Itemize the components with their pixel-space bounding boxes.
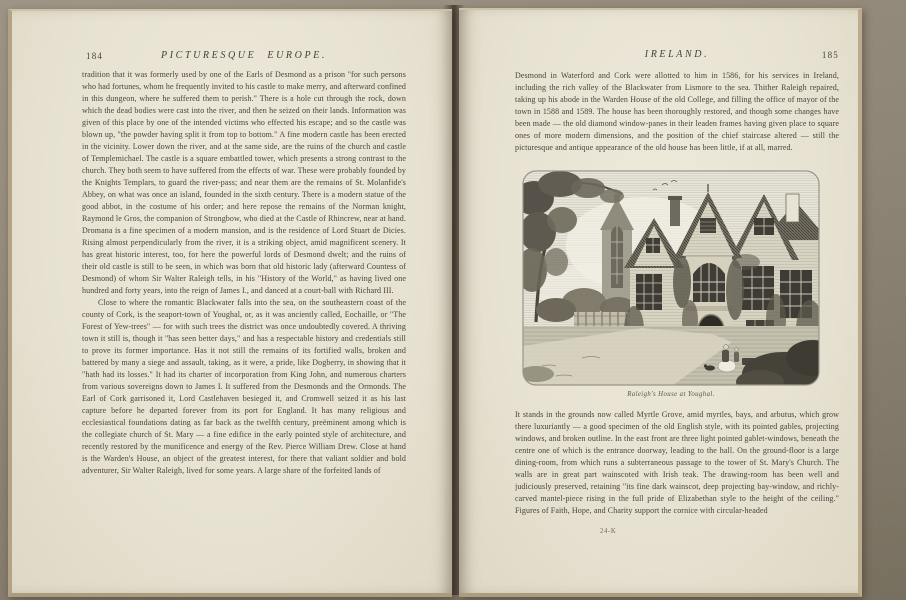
body-text-left [82,69,406,533]
raleighs-house-engraving [522,170,820,386]
body-text-bottom-right [515,409,839,529]
running-header-right: IRELAND. [644,49,710,60]
right-page [459,8,862,597]
figure-caption: Raleigh's House at Youghal. [627,391,715,398]
signature-mark: 24-K [600,528,617,535]
running-header-left: PICTURESQUE EUROPE. [161,50,327,61]
page-number-left: 184 [86,51,104,61]
left-page [8,9,452,597]
body-text-top-right [515,70,839,172]
paragraph: Desmond in Waterford and Cork were allotted to him in 1586, for his services in Ireland, including the rich valley of the Blackwater from Lismore to the sea. Thither Raleigh repaired, taking up his abode in the Warden House of the old College, and filling the office of mayor of the town in 1588 and 1589. The house has been thoroughly restored, and though some changes have been made — the old diamond window-panes in their leaden frames having given place to square ones of more modern dimensions, and the position of the chief staircase altered — still the picturesque and antique appearance of the old house has been little, if at all, marred. [515,71,839,152]
page-number-right: 185 [821,50,839,60]
engraving-figure [521,170,821,398]
paragraph: Close to where the romantic Blackwater falls into the sea, on the southeastern coast of the county of Cork, is the seaport-town of Youghal, or, as it was anciently called, Eochaille, or "The Forest of Yew-trees" — for with such trees the district was once undoubtedly covered. A thriving town it still is, though it "has seen better days," and has a respectable history and credentials still to prove its former importance. Has it not still the remains of its fortified walls, broken and battered by many a siege and assault, taking, as it were, a pride, like Dogberry, in showing that it "hath had its losses." It had its charter of incorporation from King John, and numerous charters from various sovereigns down to James I. It suffered from the Desmonds and the Ormonds. The Earl of Cork garrisoned it, Lord Castlehaven besieged it, and Cromwell seized it as his last capture before he departed forever from its port for England. It has many religious and ecclesiastical foundations dating as far back as the twelfth century, preëminent among which is the collegiate church of St. Mary — a fine edifice in the early pointed style of architecture, and recently restored by the munificence and energy of the Rev. Pierce William Drew. Close at hand is the Warden's House, an object of the greatest interest, for there that valiant soldier and bold adventurer, Sir Walter Raleigh, lived for some years. A large share of the forfeited lands of [82,298,406,475]
paragraph: tradition that it was formerly used by one of the Earls of Desmond as a prison "for such persons who had fortunes, whom he frequently invited to his castle to make merry, and afterward confined in this dungeon, where he suffered them to perish." There is a hole cut through the rock, down which the dead bodies were cast into the river, and then he seized on their lands. Information was given of this place by one of the intended victims who effected his escape; and so the castle was blown up, "the powder having split it from top to bottom." A fine modern castle has been erected in the vicinity. Lower down the river, and at the same side, are the ruins of the church and castle of Templemichael. The castle is a square embattled tower, which presents a strong contrast to the church. They both seem to have suffered from the effects of war. These were probably founded by the Knights Templars, to guard the river-pass; and near them are the remains of St. Molanfide's Abbey, on what was once an island, founded in the sixth century. There is a modern statue of the good abbot, in the costume of his order; and here repose the remains of the Norman knight, Raymond le Gros, the companion of Strongbow, who died at the Castle of Rhincrew, near at hand. Dromana is a fine specimen of a modern mansion, and is the residence of Lord Stuart de Dicies. Rising almost perpendicularly from the river, it is a striking object, amid magnificent scenery. It has great historic interest, too, for here the powerful lords of Desmond dwelt; and the ruins of their old castle is still to be seen, in which was born that old historic lady (afterward Countess of Desmond) of whom Sir Walter Raleigh tells, in his "History of the World," as having lived one hundred and forty years, into the reign of James I., and danced at a court-ball with Richard III. [82,70,406,295]
paragraph: It stands in the grounds now called Myrtle Grove, amid myrtles, bays, and arbutus, which grow there luxuriantly — a good specimen of the old English style, with its pointed gables, projecting windows, and broken outline. In the east front are three light pointed gablet-windows, beneath the centre one of which is the entrance doorway, leading to the hall. On the ground-floor is a large dining-room, from which runs a subterraneous passage to the tower of St. Mary's Church. The walls are in great part wainscoted with Irish teak. The drawing-room has been well and judiciously preserved, retaining "its fine dark wainscot, deep projecting bay-window, and richly-carved mantel-piece rising in the full pride of Elizabethan style to the height of the ceiling." Figures of Faith, Hope, and Charity support the cornice with circular-headed [515,410,839,515]
